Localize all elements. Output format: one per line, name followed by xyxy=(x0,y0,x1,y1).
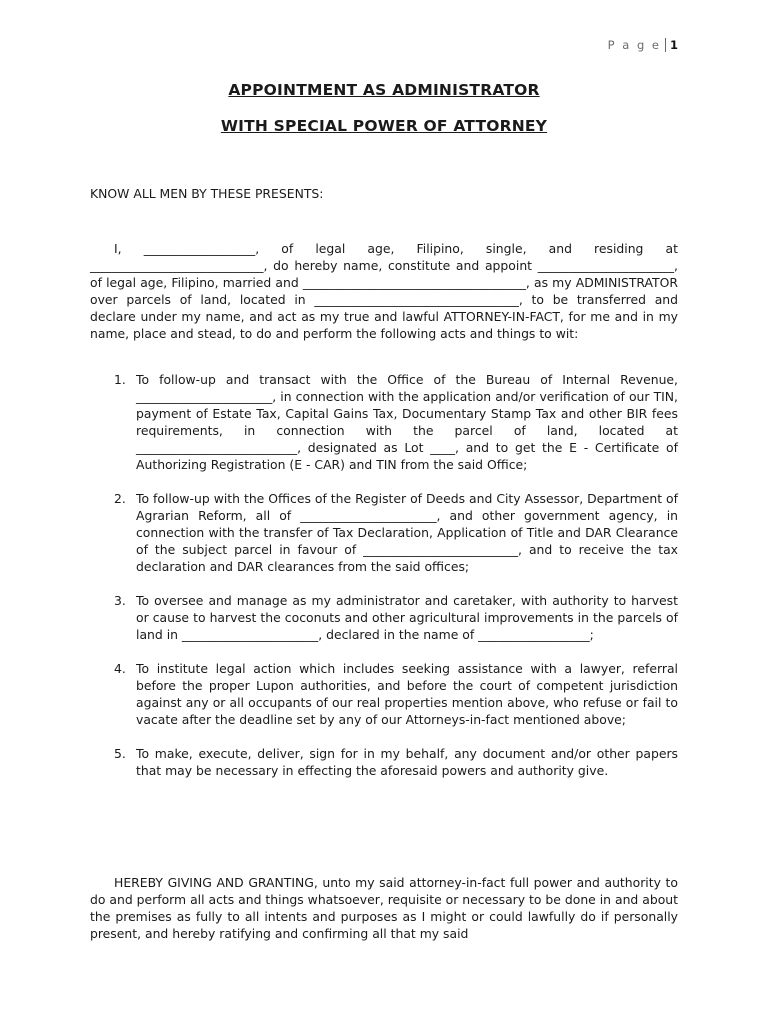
list-item-number: 3. xyxy=(114,593,126,608)
page-number: 1 xyxy=(669,38,678,52)
list-item-number: 2. xyxy=(114,491,126,506)
powers-list xyxy=(90,371,678,796)
intro-paragraph: I, __________________, of legal age, Filipino, single, and residing at ____________________________, do hereby name, constitute and appoint ______________________, of legal age, Filipino, married and ____________________________________, as my ADMINISTRATOR over parcels of land, located in _________________________________, to be transferred and declare under my name, and act as my true and lawful ATTORNEY-IN-FACT, for me and in my name, place and stead, to do and perform the following acts and things to wit: xyxy=(90,241,678,341)
list-item xyxy=(90,592,678,643)
list-item xyxy=(90,660,678,728)
list-item xyxy=(90,371,678,473)
list-item-number: 4. xyxy=(114,661,126,676)
document-subtitle: WITH SPECIAL POWER OF ATTORNEY xyxy=(220,117,548,135)
list-item-number: 5. xyxy=(114,746,126,761)
list-item-text: To follow-up and transact with the Office of the Bureau of Internal Revenue, ______________________, in connection with the application and/or verification of our TIN, payment of Estate Tax, Capital Gains Tax, Documentary Stamp Tax and other BIR fees requirements, in connection with the parcel of land, located at __________________________, designated as Lot ____, and to get the E - Certificate of Authorizing Registration (E - CAR) and TIN from the said Office; xyxy=(136,372,678,472)
list-item-number: 1. xyxy=(114,372,126,387)
list-item-text: To institute legal action which includes seeking assistance with a lawyer, referral before the proper Lupon authorities, and before the court of competent jurisdiction against any or all occupants of our real properties mention above, who refuse or fail to vacate after the deadline set by any of our Attorneys-in-fact mentioned above; xyxy=(136,661,678,727)
list-item xyxy=(90,745,678,779)
know-all-heading: KNOW ALL MEN BY THESE PRESENTS: xyxy=(90,186,324,201)
list-item-text: To follow-up with the Offices of the Register of Deeds and City Assessor, Department of Agrarian Reform, all of ______________________, and other government agency, in connection with the transfer of Tax Declaration, Application of Title and DAR Clearance of the subject parcel in favour of _________________________, and to receive the tax declaration and DAR clearances from the said offices; xyxy=(136,491,678,574)
list-item-text: To make, execute, deliver, sign for in my behalf, any document and/or other papers that may be necessary in effecting the aforesaid powers and authority give. xyxy=(136,746,678,778)
list-item-text: To oversee and manage as my administrator and caretaker, with authority to harvest or cause to harvest the coconuts and other agricultural improvements in the parcels of land in ______________________, declared in the name of __________________; xyxy=(136,593,678,642)
document-title: APPOINTMENT AS ADMINISTRATOR xyxy=(228,81,540,99)
page-header xyxy=(608,37,678,54)
page-label: P a g e xyxy=(607,38,661,52)
closing-paragraph: HEREBY GIVING AND GRANTING, unto my said attorney-in-fact full power and authority to do and perform all acts and things whatsoever, requisite or necessary to be done in and about the premises as fully to all intents and purposes as I might or could lawfully do if personally present, and hereby ratifying and confirming all that my said xyxy=(90,875,678,941)
list-item xyxy=(90,490,678,575)
page-separator xyxy=(665,38,666,52)
